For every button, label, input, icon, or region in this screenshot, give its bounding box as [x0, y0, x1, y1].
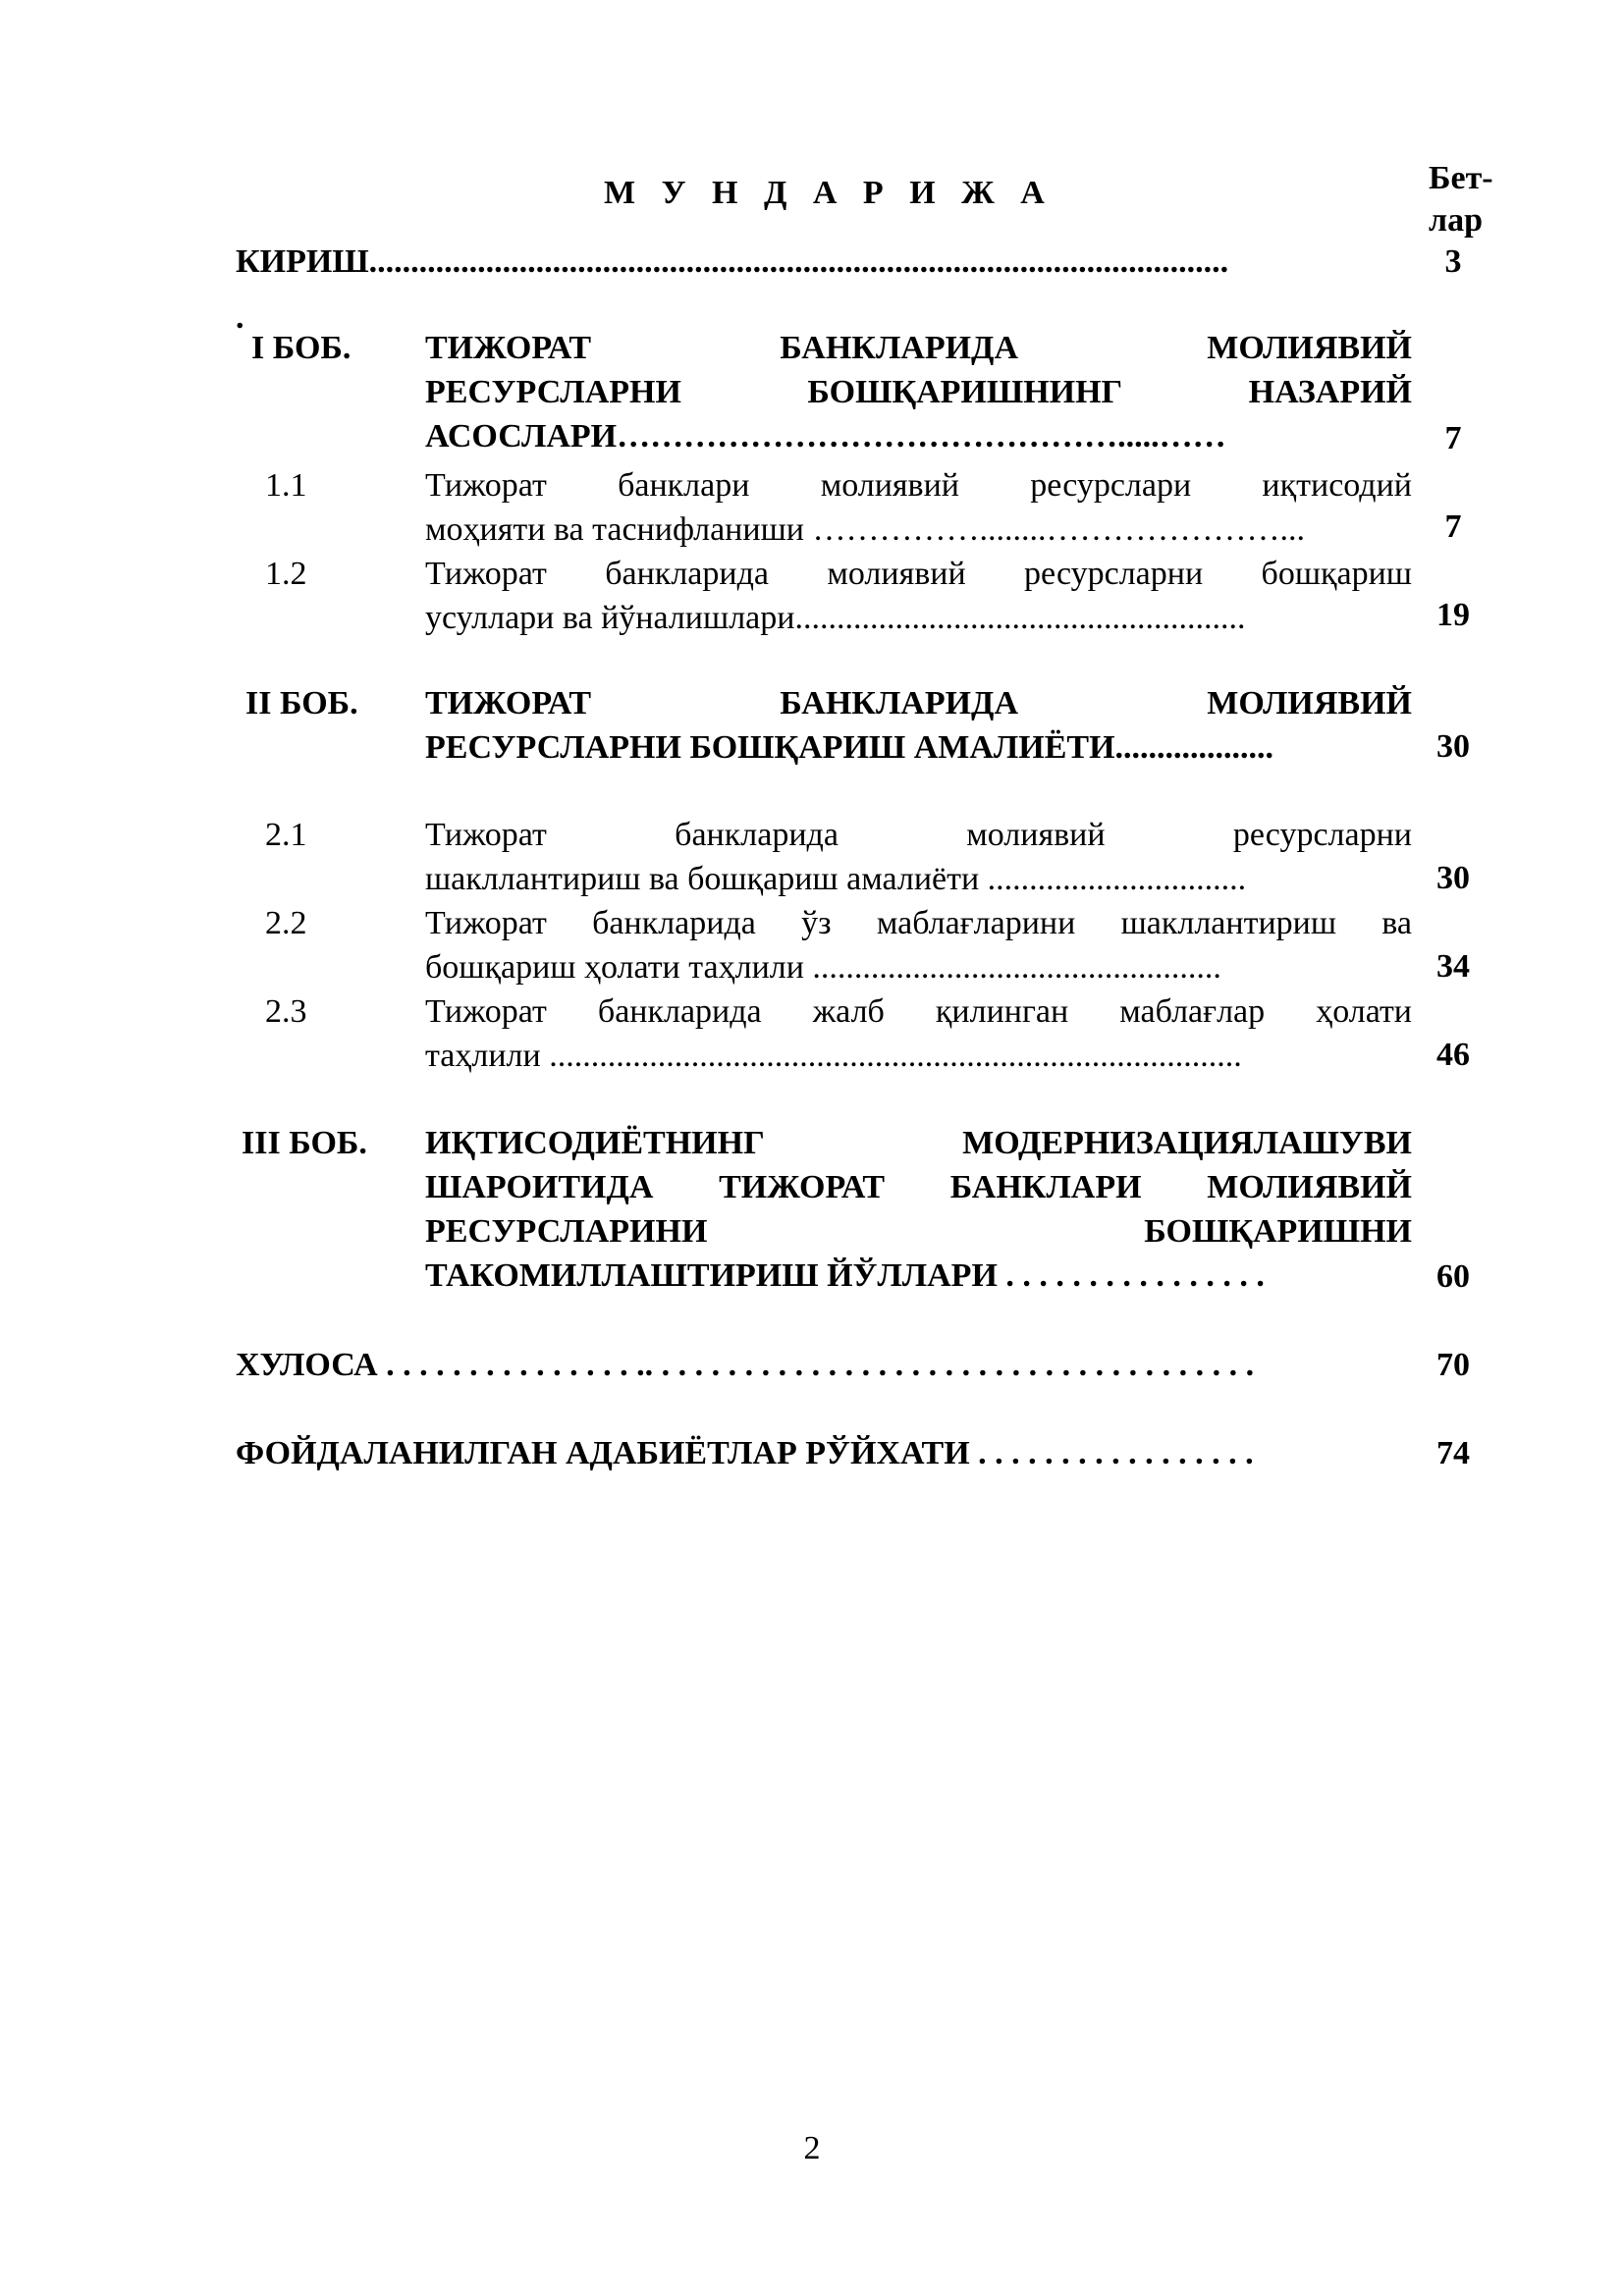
chapter3-line: ИҚТИСОДИЁТНИНГ МОДЕРНИЗАЦИЯЛАШУВИ — [425, 1125, 1412, 1161]
section-line: Тижорат банклари молиявий ресурслари иқтисодий — [425, 467, 1412, 504]
section-line: Тижорат банкларида ўз маблағларини шакллантириш ва — [425, 905, 1412, 941]
toc-title: М У Н Д А Р И Ж А — [604, 175, 1054, 211]
section-line: таҳлили ................................................................................... — [425, 1038, 1242, 1074]
chapter1-number: I БОБ. — [251, 330, 352, 366]
section-line: бошқариш ҳолати таҳлили ................................................. — [425, 949, 1221, 986]
chapter1-line: ТИЖОРАТ БАНКЛАРИДА МОЛИЯВИЙ — [425, 330, 1412, 366]
chapter1-line: РЕСУРСЛАРНИ БОШҚАРИШНИНГ НАЗАРИЙ — [425, 374, 1412, 410]
toc-entry-references: ФОЙДАЛАНИЛГАН АДАБИЁТЛАР РЎЙХАТИ . . . . . . . . . . . . . . . . . — [236, 1435, 1254, 1471]
section-2-1-number: 2.1 — [265, 817, 307, 853]
section-line: Тижорат банкларида молиявий ресурсларни бошқариш — [425, 556, 1412, 592]
toc-entry-chapter1 — [425, 326, 1412, 458]
toc-entry-introduction: КИРИШ....................................................................................................... — [236, 243, 1229, 280]
pages-header-line2: лар — [1429, 202, 1483, 239]
section-1-1-number: 1.1 — [265, 467, 307, 504]
page-number-references: 74 — [1436, 1435, 1470, 1471]
chapter1-line: АСОСЛАРИ……………………………………….....…… — [425, 418, 1226, 454]
pages-column-header — [1429, 157, 1546, 241]
chapter3-number: III БОБ. — [242, 1125, 367, 1161]
toc-entry-chapter3 — [425, 1121, 1412, 1298]
chapter3-line: ШАРОИТИДА ТИЖОРАТ БАНКЛАРИ МОЛИЯВИЙ — [425, 1169, 1412, 1205]
page-number-introduction: 3 — [1444, 243, 1462, 280]
toc-entry-section-1-2 — [425, 552, 1412, 640]
section-line: Тижорат банкларида молиявий ресурсларни — [425, 817, 1412, 853]
chapter2-line: ТИЖОРАТ БАНКЛАРИДА МОЛИЯВИЙ — [425, 685, 1412, 721]
toc-entry-section-2-2 — [425, 901, 1412, 989]
page-number-chapter2: 30 — [1436, 728, 1470, 765]
footer-page-number: 2 — [803, 2130, 821, 2166]
chapter2-number: II БОБ. — [245, 685, 358, 721]
section-line: шакллантириш ва бошқариш амалиёти ............................... — [425, 861, 1247, 897]
page-number-section-1-2: 19 — [1436, 597, 1470, 633]
pages-header-line1: Бет- — [1429, 160, 1493, 196]
chapter3-line: РЕСУРСЛАРИНИ БОШҚАРИШНИ — [425, 1213, 1412, 1250]
toc-entry-section-2-1 — [425, 813, 1412, 901]
page-number-section-2-1: 30 — [1436, 860, 1470, 896]
section-line: усуллари ва йўналишлари...................................................... — [425, 600, 1246, 636]
page-number-chapter3: 60 — [1436, 1258, 1470, 1295]
page-number-section-2-2: 34 — [1436, 948, 1470, 985]
toc-entry-section-2-3 — [425, 989, 1412, 1078]
section-1-2-number: 1.2 — [265, 556, 307, 592]
section-2-3-number: 2.3 — [265, 993, 307, 1030]
section-2-2-number: 2.2 — [265, 905, 307, 941]
page-number-section-1-1: 7 — [1444, 508, 1462, 545]
toc-entry-conclusion: ХУЛОСА . . . . . . . . . . . . . . . .. . . . . . . . . . . . . . . . . . . . . . . . . . . . . . . . . . . . . — [236, 1347, 1255, 1383]
introduction-trailing-dot: . — [236, 299, 244, 336]
chapter2-line: РЕСУРСЛАРНИ БОШҚАРИШ АМАЛИЁТИ................... — [425, 729, 1274, 766]
chapter3-line: ТАКОМИЛЛАШТИРИШ ЙЎЛЛАРИ . . . . . . . . . . . . . . . . — [425, 1257, 1265, 1294]
section-line: моҳияти ва таснифланиши ……………........…………………... — [425, 511, 1305, 548]
page-number-chapter1: 7 — [1444, 420, 1462, 456]
page-number-conclusion: 70 — [1436, 1347, 1470, 1383]
toc-entry-chapter2 — [425, 681, 1412, 770]
section-line: Тижорат банкларида жалб қилинган маблағлар ҳолати — [425, 993, 1412, 1030]
toc-entry-section-1-1 — [425, 463, 1412, 552]
page-number-section-2-3: 46 — [1436, 1037, 1470, 1073]
